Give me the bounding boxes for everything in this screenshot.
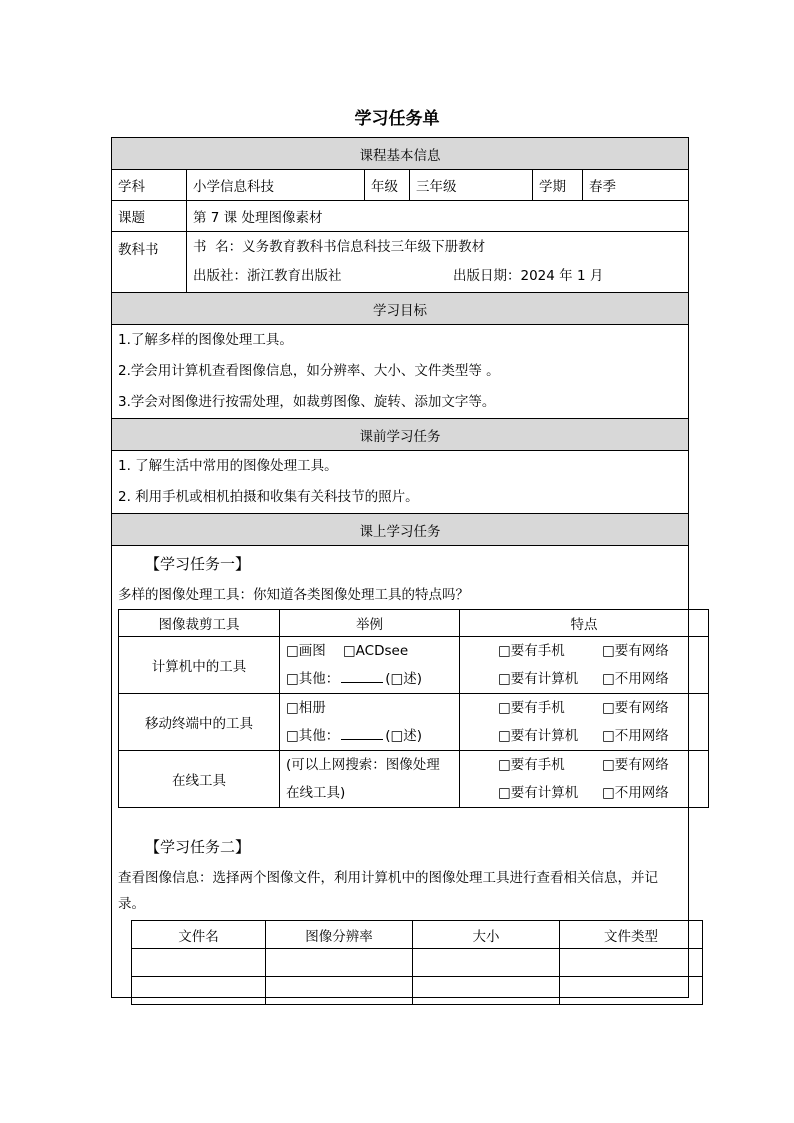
page-title: 学习任务单 xyxy=(354,109,440,129)
goal-item: 3.学会对图像进行按需处理，如裁剪图像、旋转、添加文字等。 xyxy=(118,394,496,410)
grade-label: 年级 xyxy=(365,170,410,201)
feature-no-network-checkbox[interactable]: □不用网络 xyxy=(602,785,669,801)
feature-network-checkbox[interactable]: □要有网络 xyxy=(602,757,669,773)
task2-description-line2: 录。 xyxy=(118,896,145,912)
tool-name: 移动终端中的工具 xyxy=(119,694,280,751)
filename-cell[interactable] xyxy=(132,977,266,1005)
filename-cell[interactable] xyxy=(132,949,266,977)
publish-info xyxy=(193,262,682,291)
filetype-cell[interactable] xyxy=(560,949,703,977)
term-label: 学期 xyxy=(533,170,583,201)
size-cell[interactable] xyxy=(413,949,560,977)
section-header-class-tasks: 课上学习任务 xyxy=(112,514,689,546)
example-options: □画图 □ACDsee xyxy=(286,643,409,659)
task1-description: 多样的图像处理工具：你知道各类图像处理工具的特点吗？ xyxy=(118,587,469,603)
col-header-resolution: 图像分辨率 xyxy=(266,921,413,949)
file-info-table xyxy=(131,920,703,1005)
publisher: 出版社：浙江教育出版社 xyxy=(193,268,342,284)
table-row xyxy=(132,977,703,1005)
lesson-label: 课题 xyxy=(112,201,187,232)
col-header-size: 大小 xyxy=(413,921,560,949)
feature-computer-checkbox[interactable]: □要有计算机 xyxy=(498,785,579,801)
feature-no-network-checkbox[interactable]: □不用网络 xyxy=(602,728,669,744)
pre-task-item: 2. 利用手机或相机拍摄和收集有关科技节的照片。 xyxy=(118,489,419,505)
tools-table xyxy=(118,609,709,808)
feature-phone-checkbox[interactable]: □要有手机 xyxy=(498,757,565,773)
section-header-pre-tasks: 课前学习任务 xyxy=(112,419,689,451)
col-header-filename: 文件名 xyxy=(132,921,266,949)
feature-network-checkbox[interactable]: □要有网络 xyxy=(602,643,669,659)
feature-computer-checkbox[interactable]: □要有计算机 xyxy=(498,728,579,744)
goal-item: 1.了解多样的图像处理工具。 xyxy=(118,332,293,348)
filetype-cell[interactable] xyxy=(560,977,703,1005)
example-other: □其他： (□述) xyxy=(286,728,423,744)
col-header-filetype: 文件类型 xyxy=(560,921,703,949)
col-header-example: 举例 xyxy=(280,610,460,637)
col-header-tool: 图像裁剪工具 xyxy=(119,610,280,637)
goal-item: 2.学会用计算机查看图像信息，如分辨率、大小、文件类型等 。 xyxy=(118,363,500,379)
tool-name: 计算机中的工具 xyxy=(119,637,280,694)
table-row xyxy=(119,751,709,808)
subject-label: 学科 xyxy=(112,170,187,201)
publish-date: 出版日期：2024 年 1 月 xyxy=(453,268,604,284)
book-name: 书 名：义务教育教科书信息科技三年级下册教材 xyxy=(193,239,486,255)
feature-no-network-checkbox[interactable]: □不用网络 xyxy=(602,671,669,687)
term-value: 春季 xyxy=(583,170,689,201)
table-row xyxy=(132,949,703,977)
task1-title: 【学习任务一】 xyxy=(145,555,251,573)
resolution-cell[interactable] xyxy=(266,977,413,1005)
section-header-basic: 课程基本信息 xyxy=(112,138,689,170)
feature-network-checkbox[interactable]: □要有网络 xyxy=(602,700,669,716)
grade-value: 三年级 xyxy=(410,170,533,201)
textbook-label: 教科书 xyxy=(112,232,187,293)
feature-computer-checkbox[interactable]: □要有计算机 xyxy=(498,671,579,687)
tool-name: 在线工具 xyxy=(119,751,280,808)
subject-value: 小学信息科技 xyxy=(187,170,365,201)
example-other: □其他： (□述) xyxy=(286,671,423,687)
table-row xyxy=(119,694,709,751)
feature-phone-checkbox[interactable]: □要有手机 xyxy=(498,700,565,716)
section-header-goals: 学习目标 xyxy=(112,293,689,325)
example-hint: (可以上网搜索：图像处理 xyxy=(286,757,440,773)
col-header-feature: 特点 xyxy=(460,610,709,637)
example-options: □相册 xyxy=(286,700,326,716)
pre-task-item: 1. 了解生活中常用的图像处理工具。 xyxy=(118,458,338,474)
size-cell[interactable] xyxy=(413,977,560,1005)
task2-title: 【学习任务二】 xyxy=(145,838,251,856)
lesson-value: 第 7 课 处理图像素材 xyxy=(187,201,689,232)
feature-phone-checkbox[interactable]: □要有手机 xyxy=(498,643,565,659)
task2-description-line1: 查看图像信息：选择两个图像文件，利用计算机中的图像处理工具进行查看相关信息，并记 xyxy=(118,870,658,886)
resolution-cell[interactable] xyxy=(266,949,413,977)
example-hint-end: 在线工具) xyxy=(286,785,346,801)
table-row xyxy=(119,637,709,694)
